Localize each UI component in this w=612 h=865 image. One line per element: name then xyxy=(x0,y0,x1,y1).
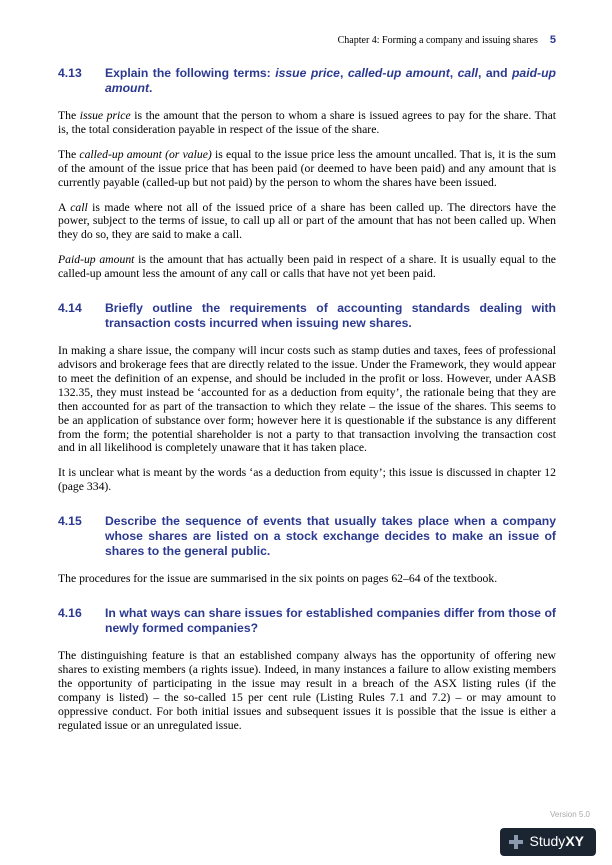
question-heading xyxy=(58,606,556,636)
paragraph: The distinguishing feature is that an established company always has the opportunity of offering new shares to existing members (a rights issue). Indeed, in many instances a failure to allow existing members the opportunity of participating in the issue may result in a breach of the ASX listing rules (if the company is listed) – the so-called 15 per cent rule (Listing Rules 7.1 and 7.2) – or may amount to oppressive conduct. For both initial issues and subsequent issues it is possible that the issue is either a regulated issue or an unregulated issue. xyxy=(58,649,556,732)
section-4-13 xyxy=(58,66,556,281)
question-heading xyxy=(58,514,556,559)
paragraph: The procedures for the issue are summarised in the six points on pages 62–64 of the textbook. xyxy=(58,572,498,586)
paragraph: Paid-up amount is the amount that has actually been paid in respect of a share. It is usually equal to the called-up amount less the amount of any call or calls that have not yet been paid. xyxy=(58,253,556,281)
studyxy-logo xyxy=(500,828,597,856)
section-4-14 xyxy=(58,301,556,494)
logo-text-xy: XY xyxy=(565,833,584,849)
question-title: Explain the following terms: issue price, called-up amount, call, and paid-up amount. xyxy=(105,66,556,95)
section-4-16 xyxy=(58,606,556,732)
paragraph: The called-up amount (or value) is equal to the issue price less the amount uncalled. That is, it is the sum of the amount of the issue price that has been paid (or deemed to have been paid) and any amount that is currently payable (called-up but not paid) by the person to whom the shares have been issued. xyxy=(58,147,557,189)
question-number: 4.13 xyxy=(58,66,82,80)
question-title: Briefly outline the requirements of accounting standards dealing with transaction costs incurred when issuing new shares. xyxy=(105,301,556,331)
question-number: 4.15 xyxy=(58,514,82,529)
question-heading xyxy=(58,301,556,331)
version-label: Version 5.0 xyxy=(549,810,590,819)
chapter-title: Chapter 4: Forming a company and issuing shares xyxy=(337,35,538,46)
question-number: 4.16 xyxy=(58,606,82,621)
question-heading xyxy=(58,66,556,96)
paragraph: A call is made where not all of the issued price of a share has been called up. The directors have the power, subject to the terms of issue, to call up all or part of the amount that has not been called up. When they do so, they are said to make a call. xyxy=(58,200,556,242)
page-number: 5 xyxy=(549,34,556,46)
section-4-15 xyxy=(58,514,556,586)
logo-text-study: StudyXY xyxy=(529,833,584,849)
question-title: In what ways can share issues for established companies differ from those of newly formed companies? xyxy=(105,606,556,636)
paragraph: In making a share issue, the company will incur costs such as stamp duties and taxes, fees of professional advisors and brokerage fees that are directly related to the issue. Under the Framework, they would appear to meet the definition of an expense, and should be included in the profit or loss. However, under AASB 132.35, they must instead be ‘accounted for as a deduction from equity’, the rationale being that they are then accounted for as part of the transaction to which they relate – the issue of the shares. This seems to be an application of substance over form; however here it is questionable if the substance is any different from the form; the potential shareholder is not a party to that transaction involving the transaction cost and in all likelihood is completely unaware that it has taken place. xyxy=(58,344,556,455)
plus-icon xyxy=(509,835,523,849)
paragraph: It is unclear what is meant by the words ‘as a deduction from equity’; this issue is discussed in chapter 12 (page 334). xyxy=(58,466,556,494)
question-title: Describe the sequence of events that usually takes place when a company whose shares are listed on a stock exchange decides to make an issue of shares to the general public. xyxy=(105,514,556,559)
running-header xyxy=(58,34,556,46)
question-number: 4.14 xyxy=(58,301,82,316)
paragraph: The issue price is the amount that the person to whom a share is issued agrees to pay for the share. That is, the total consideration payable in respect of the issue of the share. xyxy=(58,109,557,136)
